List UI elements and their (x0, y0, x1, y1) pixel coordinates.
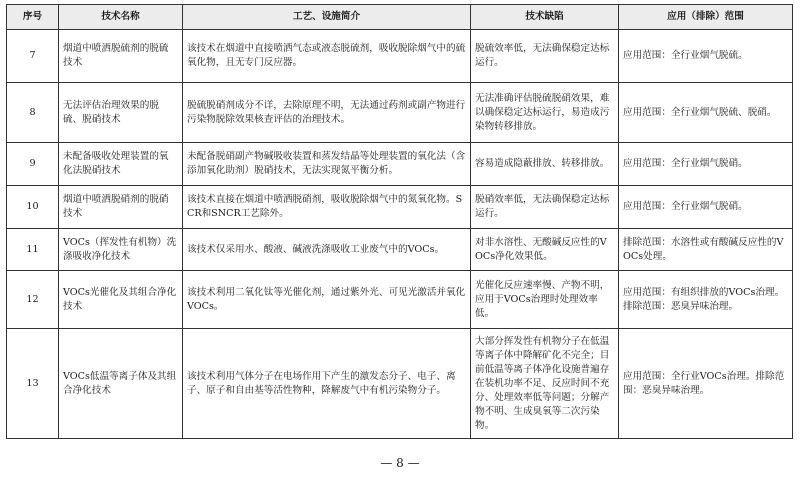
row-index: 9 (7, 143, 59, 186)
row-process-intro: 未配备脱硝副产物碱吸收装置和蒸发结晶等处理装置的氧化法（含添加氧化助剂）脱硝技术，无法实现氮平衡分析。 (183, 143, 471, 186)
row-scope: 应用范围：全行业烟气脱硫。 (619, 30, 793, 83)
row-tech-name: 烟道中喷洒脱硫剂的脱硫技术 (59, 30, 183, 83)
technology-table (6, 4, 793, 439)
header-tech-name: 技术名称 (59, 5, 183, 30)
row-scope: 应用范围：有组织排放的VOCs治理。排除范围：恶臭异味治理。 (619, 271, 793, 329)
row-tech-name: VOCs低温等离子体及其组合净化技术 (59, 329, 183, 439)
row-tech-defect: 大部分挥发性有机物分子在低温等离子体中降解矿化不完全；目前低温等离子体净化设施普遍存在装机功率不足、反应时间不充分、处理效率低等问题；分解产物不明、生成臭氧等二次污染物。 (471, 329, 619, 439)
row-index: 12 (7, 271, 59, 329)
row-index: 7 (7, 30, 59, 83)
row-scope: 应用范围：全行业VOCs治理。排除范围：恶臭异味治理。 (619, 329, 793, 439)
row-tech-name: 无法评估治理效果的脱硫、脱硝技术 (59, 83, 183, 143)
row-tech-defect: 脱硝效率低，无法确保稳定达标运行。 (471, 186, 619, 229)
table-header-row (7, 5, 793, 30)
row-process-intro: 该技术利用气体分子在电场作用下产生的激发态分子、电子、离子、原子和自由基等活性物种，降解废气中有机污染物分子。 (183, 329, 471, 439)
row-process-intro: 该技术直接在烟道中喷洒脱硝剂，吸收脱除烟气中的氮氧化物。SCR和SNCR工艺除外。 (183, 186, 471, 229)
row-tech-defect: 脱硫效率低，无法确保稳定达标运行。 (471, 30, 619, 83)
header-scope: 应用（排除）范围 (619, 5, 793, 30)
row-scope: 应用范围：全行业烟气脱硫、脱硝。 (619, 83, 793, 143)
row-process-intro: 该技术仅采用水、酸液、碱液洗涤吸收工业废气中的VOCs。 (183, 229, 471, 271)
table-row (7, 271, 793, 329)
row-scope: 应用范围：全行业烟气脱硝。 (619, 143, 793, 186)
row-index: 11 (7, 229, 59, 271)
table-row (7, 229, 793, 271)
row-scope: 应用范围：全行业烟气脱硝。 (619, 186, 793, 229)
table-row (7, 329, 793, 439)
row-tech-name: VOCs（挥发性有机物）洗涤吸收净化技术 (59, 229, 183, 271)
row-scope: 排除范围：水溶性或有酸碱反应性的VOCs处理。 (619, 229, 793, 271)
row-index: 10 (7, 186, 59, 229)
header-index: 序号 (7, 5, 59, 30)
row-tech-name: 未配备吸收处理装置的氧化法脱硝技术 (59, 143, 183, 186)
row-tech-defect: 容易造成隐蔽排放、转移排放。 (471, 143, 619, 186)
row-tech-defect: 无法准确评估脱硫脱硝效果，难以确保稳定达标运行，易造成污染物转移排放。 (471, 83, 619, 143)
row-process-intro: 该技术利用二氧化钛等光催化剂，通过紫外光、可见光激活并氧化VOCs。 (183, 271, 471, 329)
table-row (7, 30, 793, 83)
header-tech-defect: 技术缺陷 (471, 5, 619, 30)
row-tech-defect: 对非水溶性、无酸碱反应性的VOCs净化效果低。 (471, 229, 619, 271)
row-index: 8 (7, 83, 59, 143)
row-process-intro: 该技术在烟道中直接喷洒气态或液态脱硫剂，吸收脱除烟气中的硫氧化物，且无专门反应器。 (183, 30, 471, 83)
row-process-intro: 脱硫脱硝剂成分不详，去除原理不明，无法通过药剂或副产物进行污染物脱除效果核查评估的治理技术。 (183, 83, 471, 143)
row-tech-defect: 光催化反应速率慢、产物不明，应用于VOCs治理时处理效率低。 (471, 271, 619, 329)
header-process-intro: 工艺、设施简介 (183, 5, 471, 30)
page-number: — 8 — (380, 456, 420, 470)
row-tech-name: 烟道中喷洒脱硝剂的脱硝技术 (59, 186, 183, 229)
row-index: 13 (7, 329, 59, 439)
table-row (7, 83, 793, 143)
table-row (7, 186, 793, 229)
row-tech-name: VOCs光催化及其组合净化技术 (59, 271, 183, 329)
table-row (7, 143, 793, 186)
